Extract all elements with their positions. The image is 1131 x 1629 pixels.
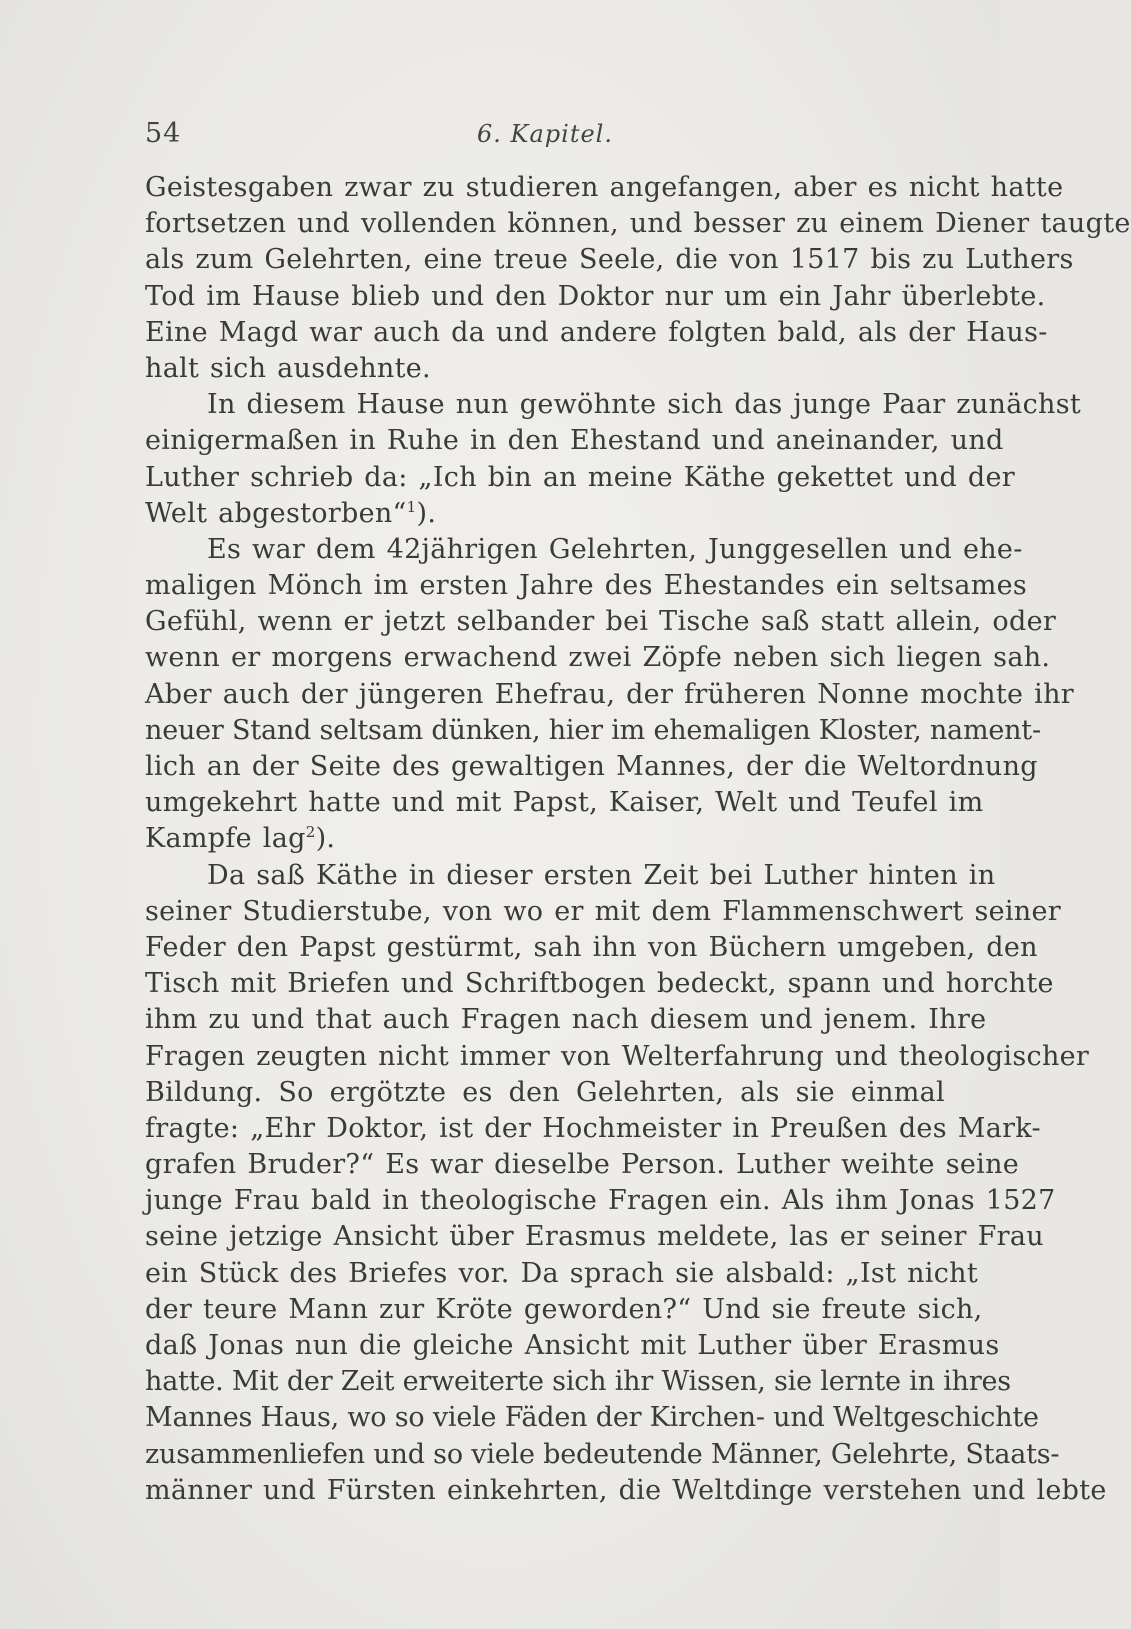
footnote-close: ). (315, 823, 336, 855)
text-line: ihm zu und that auch Fragen nach diesem und jenem. Ihre (145, 1004, 987, 1036)
text-line: einigermaßen in Ruhe in den Ehestand und aneinander, und (145, 425, 1004, 457)
body-text (145, 170, 1131, 1509)
text-line: Feder den Papst gestürmt, sah ihn von Büchern umgeben, den (145, 931, 1038, 963)
footnote-marker: 2 (305, 823, 316, 842)
text-line: männer und Fürsten einkehrten, die Weltdinge verstehen und lebte (145, 1474, 1107, 1506)
text-line: junge Frau bald in theologische Fragen ein. Als ihm Jonas 1527 (145, 1185, 1056, 1217)
line-text: Kampfe lag (145, 823, 306, 855)
text-line-with-footnote (145, 821, 945, 857)
text-line: In diesem Hause nun gewöhnte sich das junge Paar zunächst (207, 389, 1082, 421)
text-line-with-footnote (145, 496, 945, 532)
text-line: als zum Gelehrten, eine treue Seele, die von 1517 bis zu Luthers (145, 244, 1074, 276)
text-line: neuer Stand seltsam dünken, hier im ehemaligen Kloster, nament- (145, 714, 1041, 746)
text-line: zusammenliefen und so viele bedeutende Männer, Gelehrte, Staats- (145, 1438, 1060, 1470)
footnote-marker: 1 (406, 497, 417, 516)
running-head: 6. Kapitel. (477, 120, 613, 148)
page-header (145, 118, 945, 158)
text-line: Bildung. So ergötzte es den Gelehrten, als sie einmal (145, 1076, 945, 1108)
text-line: Es war dem 42jährigen Gelehrten, Junggesellen und ehe- (207, 533, 1023, 565)
line-text: Welt abgestorben“ (145, 497, 407, 529)
text-line: seiner Studierstube, von wo er mit dem Flammenschwert seiner (145, 895, 1061, 927)
text-line: Luther schrieb da: „Ich bin an meine Käthe gekettet und der (145, 461, 1016, 493)
text-line: fortsetzen und vollenden können, und besser zu einem Diener taugte (145, 208, 1131, 240)
text-line: Geistesgaben zwar zu studieren angefangen, aber es nicht hatte (145, 172, 1064, 203)
text-line: umgekehrt hatte und mit Papst, Kaiser, Welt und Teufel im (145, 787, 984, 819)
text-line: lich an der Seite des gewaltigen Mannes, der die Weltordnung (145, 751, 1038, 782)
text-line: Tisch mit Briefen und Schriftbogen bedeckt, spann und horchte (145, 968, 1054, 1000)
footnote-close: ). (416, 497, 437, 529)
text-line: hatte. Mit der Zeit erweiterte sich ihr Wissen, sie lernte in ihres (145, 1366, 1011, 1398)
text-line: halt sich ausdehnte. (145, 352, 431, 384)
text-line: seine jetzige Ansicht über Erasmus meldete, las er seiner Frau (145, 1221, 1044, 1253)
text-line: Tod im Hause blieb und den Doktor nur um ein Jahr überlebte. (145, 280, 1046, 312)
text-line: Fragen zeugten nicht immer von Welterfahrung und theologischer (145, 1040, 1090, 1072)
text-line: Gefühl, wenn er jetzt selbander bei Tische saß statt allein, oder (145, 606, 1057, 638)
text-line: der teure Mann zur Kröte geworden?“ Und sie freute sich, (145, 1293, 983, 1325)
text-line: maligen Mönch im ersten Jahre des Ehestandes ein seltsames (145, 570, 1028, 602)
text-line: grafen Bruder?“ Es war dieselbe Person. Luther weihte seine (145, 1149, 1020, 1181)
text-line: ein Stück des Briefes vor. Da sprach sie alsbald: „Ist nicht (145, 1257, 978, 1289)
page-number: 54 (145, 118, 182, 149)
text-line: fragte: „Ehr Doktor, ist der Hochmeister in Preußen des Mark- (145, 1112, 1041, 1144)
text-line: wenn er morgens erwachend zwei Zöpfe neben sich liegen sah. (145, 642, 1051, 674)
text-line: Eine Magd war auch da und andere folgten bald, als der Haus- (145, 316, 1048, 348)
text-line: daß Jonas nun die gleiche Ansicht mit Luther über Erasmus (145, 1330, 1000, 1361)
text-line: Aber auch der jüngeren Ehefrau, der früheren Nonne mochte ihr (145, 678, 1074, 710)
text-line: Mannes Haus, wo so viele Fäden der Kirchen- und Weltgeschichte (145, 1402, 1039, 1434)
text-line: Da saß Käthe in dieser ersten Zeit bei Luther hinten in (207, 859, 996, 891)
